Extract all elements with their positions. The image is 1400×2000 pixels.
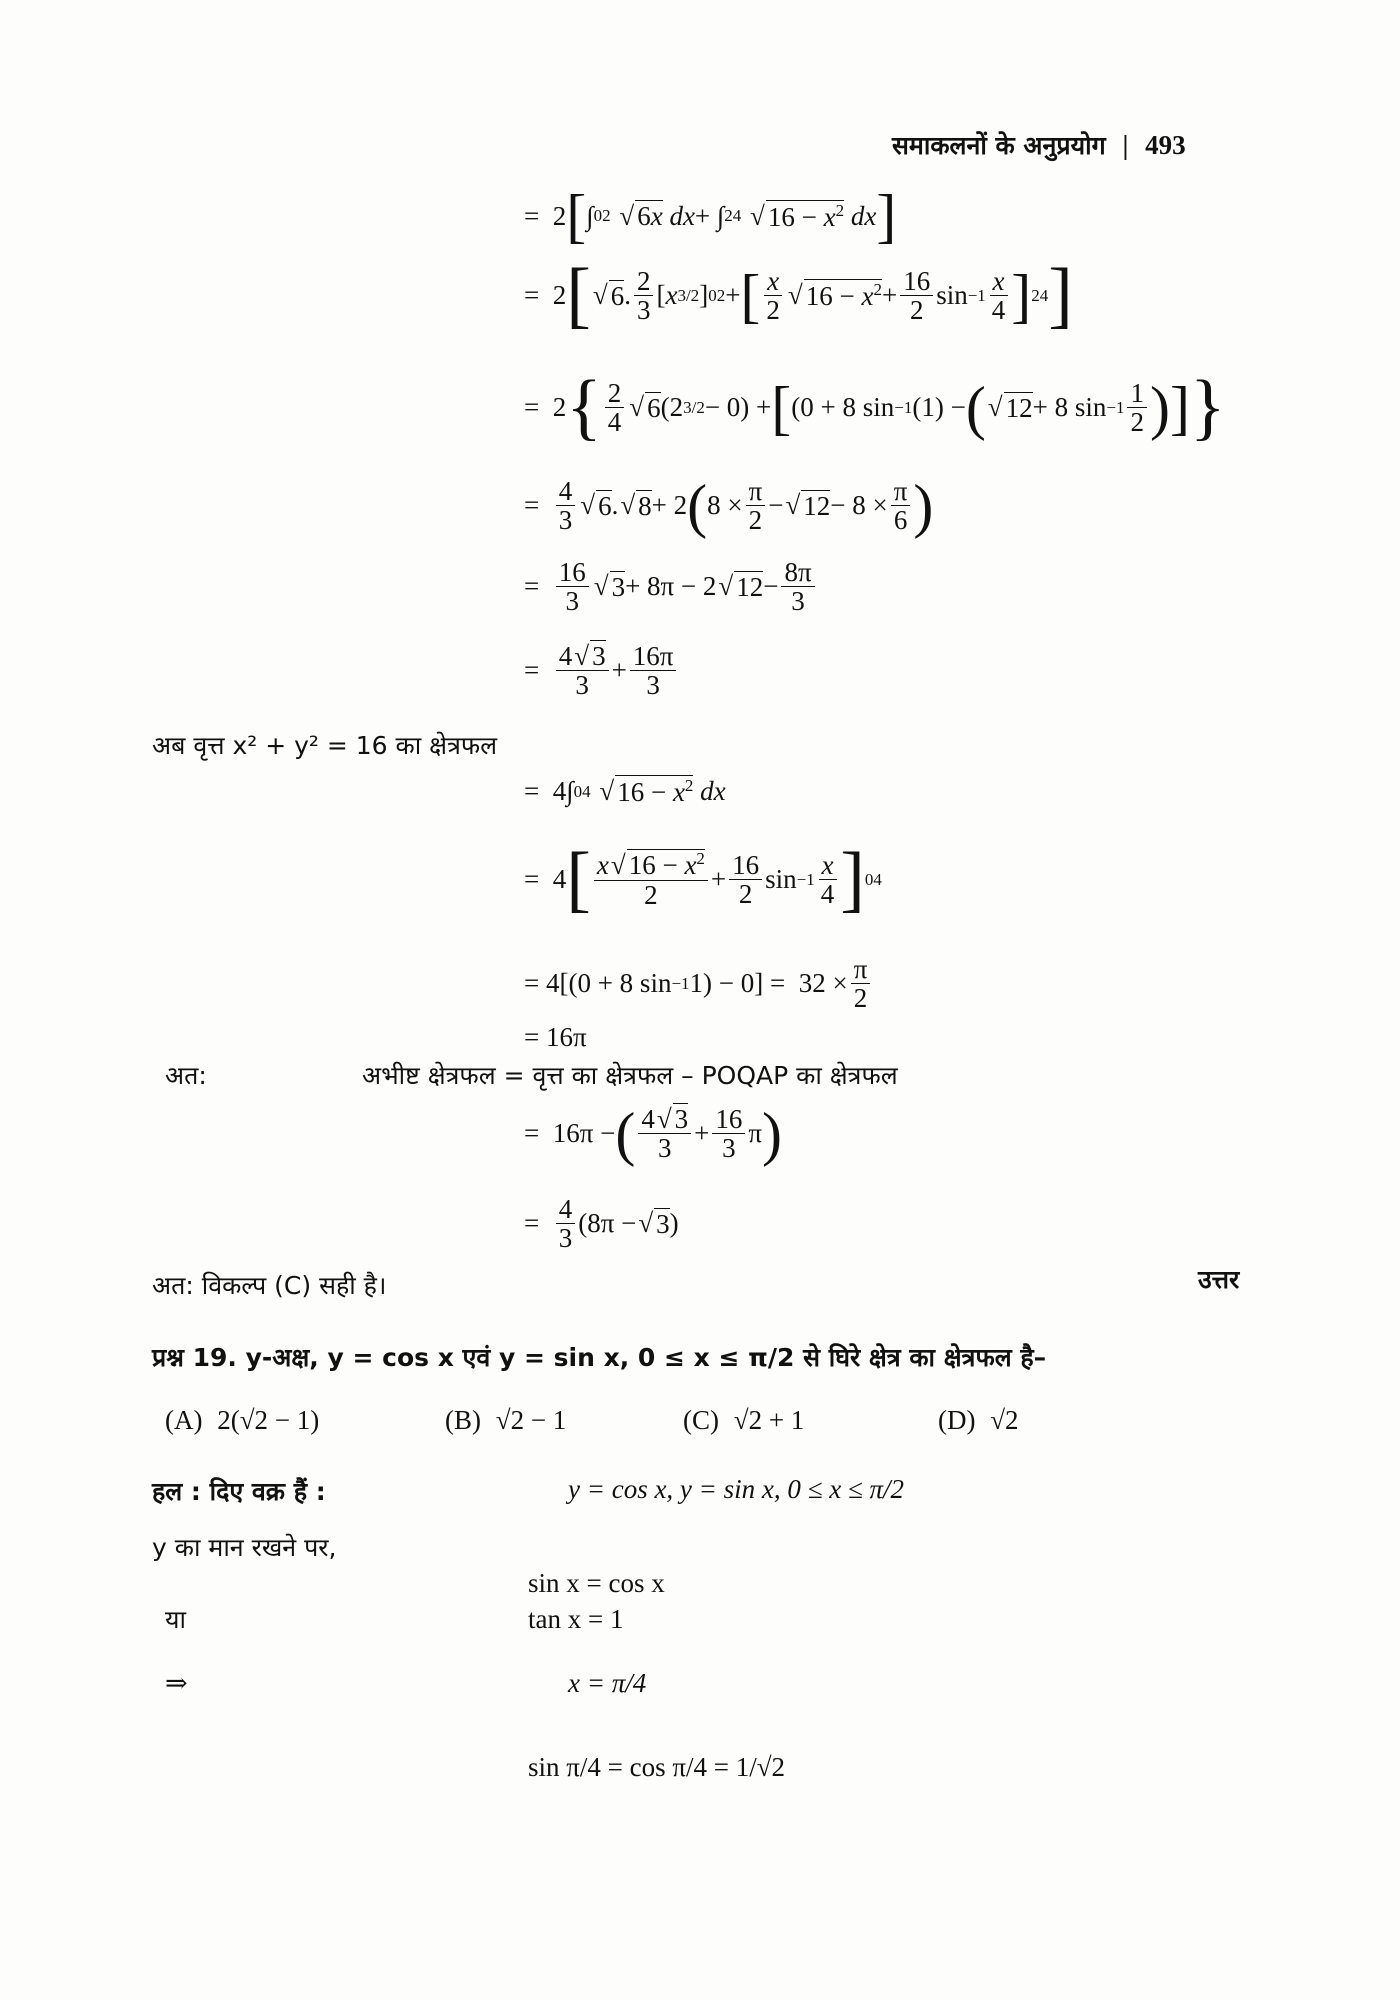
answer-label: उत्तर <box>1198 1265 1240 1294</box>
option-d <box>938 1405 1019 1436</box>
option-d-label: (D) <box>938 1405 976 1435</box>
option-a-label: (A) <box>165 1405 203 1435</box>
question-19: प्रश्न 19. y-अक्ष, y = cos x एवं y = sin x, 0 ≤ x ≤ π/2 से घिरे क्षेत्र का क्षेत्रफल है– <box>152 1343 1047 1372</box>
sin-cos-value: sin π/4 = cos π/4 = 1/√2 <box>528 1752 786 1782</box>
substitute-label: y का मान रखने पर, <box>152 1533 337 1562</box>
page-number: 493 <box>1145 130 1186 160</box>
conclusion-text: अत: विकल्प (C) सही है। <box>152 1271 387 1300</box>
option-c <box>683 1405 804 1436</box>
therefore-label: अत: <box>165 1061 207 1090</box>
circle-equation-3: = 4[(0 + 8 sin −1 1) − 0] = 32 × $\frac{\pi}{2}$ <box>524 955 873 1013</box>
implies-symbol: ⇒ <box>165 1668 188 1698</box>
option-b-label: (B) <box>445 1405 481 1435</box>
option-a-value: 2(√2 − 1) <box>217 1405 320 1435</box>
tan-equals-one: tan x = 1 <box>528 1604 624 1634</box>
page-header <box>892 128 1186 162</box>
chapter-title: समाकलनों के अनुप्रयोग <box>892 131 1106 160</box>
equation-line-6: = $\frac{4√ 3}{3}$ + $\frac{16\pi}{3}$ <box>524 642 679 700</box>
circle-area-intro: अब वृत्त x² + y² = 16 का क्षेत्रफल <box>152 731 498 760</box>
sin-equals-cos: sin x = cos x <box>528 1568 665 1598</box>
option-b-value: √2 − 1 <box>495 1405 567 1435</box>
given-curves: y = cos x, y = sin x, 0 ≤ x ≤ π/2 <box>568 1474 905 1504</box>
final-equation-1: = 16π − ( $\frac{4√ 3}{3}$ + $\frac{16}{3}$ π ) <box>524 1100 783 1167</box>
option-c-value: √2 + 1 <box>733 1405 805 1435</box>
circle-equation-1: = 4∫ 0 4 √ $16 - x^2$ dx <box>524 776 726 807</box>
option-d-value: √2 <box>990 1405 1019 1435</box>
equation-line-5: = $\frac{16}{3}$ √ 3 + 8π − 2 √ 12 − $\frac{8\pi}{3}$ <box>524 558 818 616</box>
option-a <box>165 1405 319 1436</box>
header-separator: | <box>1122 130 1129 160</box>
x-equals-pi-by-4: x = π/4 <box>568 1668 647 1698</box>
option-c-label: (C) <box>683 1405 719 1435</box>
equation-line-1: = 2 [ ∫ 0 2 √ 6x dx + ∫ 2 4 √ $16 - x^2$ dx ] <box>524 183 897 249</box>
final-equation-2: = $\frac{4}{3}$ (8π − √ 3 ) <box>524 1194 679 1254</box>
equation-line-3: = 2 { $\frac{2}{4}$ √ 6 (2 3/2 − 0) + [ (0 + 8 sin −1 (1) − ( √ 12 + 8 sin −1 $\frac{1}{2}$ ) ] } <box>524 366 1226 448</box>
or-label: या <box>165 1605 186 1634</box>
required-area-statement: अभीष्ट क्षेत्रफल = वृत्त का क्षेत्रफल – POQAP का क्षेत्रफल <box>362 1061 898 1090</box>
equation-line-4: = $\frac{4}{3}$ √ 6 . √ 8 + 2 ( 8 × $\frac{\pi}{2}$ − √ 12 − 8 × $\frac{\pi}{6}$ ) <box>524 472 934 539</box>
equation-line-2: = 2 [ √ 6 . $\frac{2}{3}$ [ x 3/2 ] 0 2 + [ $\frac{x}{2}$ √ $16 - x^2$ + $\frac{16}{2}$ sin −1 $\frac{x}{4}$ ] 2 4 ] <box>524 254 1073 336</box>
circle-equation-4: = 16π <box>524 1022 587 1052</box>
option-b <box>445 1405 566 1436</box>
circle-equation-2: = 4 [ $\frac{x√ 16 - x^2}{2}$ + $\frac{16}{2}$ sin −1 $\frac{x}{4}$ ] 0 4 <box>524 838 882 920</box>
solution-label: हल : दिए वक्र हैं : <box>152 1477 326 1506</box>
